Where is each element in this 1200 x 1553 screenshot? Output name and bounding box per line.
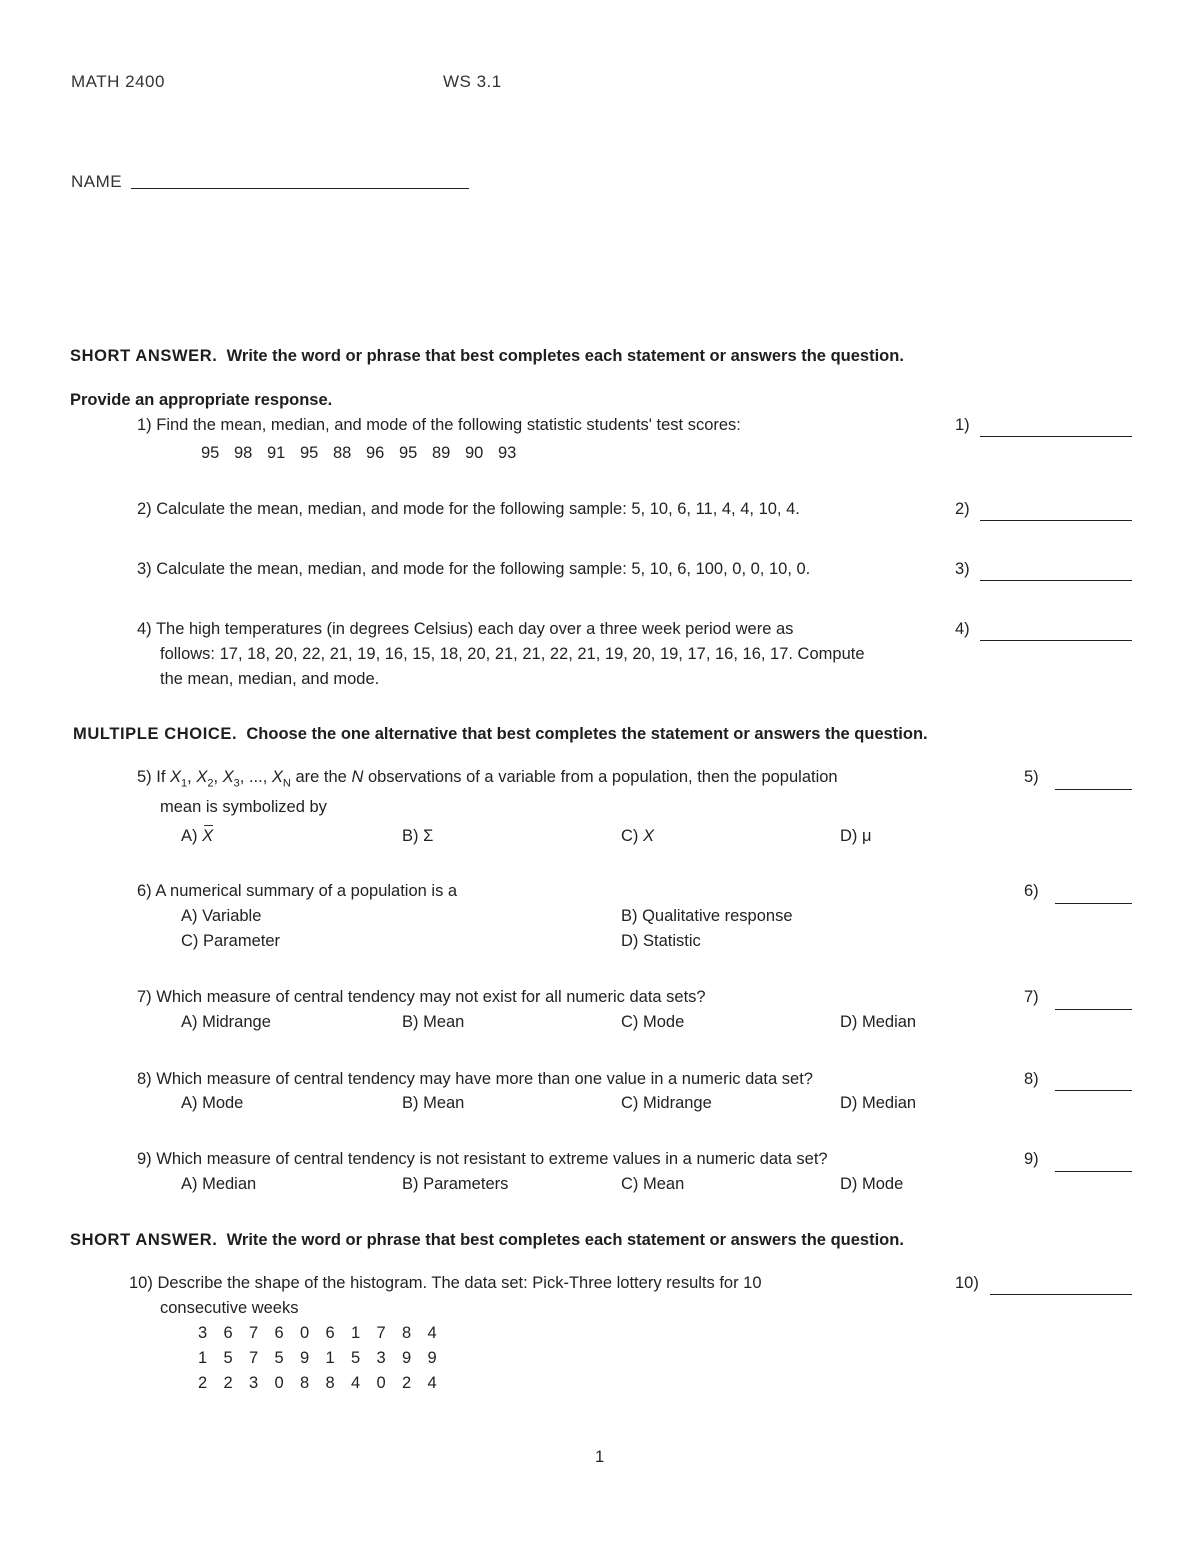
- option-c[interactable]: C) Mode: [621, 1013, 685, 1031]
- data-digit: 4: [427, 1374, 437, 1392]
- question-3: [137, 560, 810, 579]
- name-blank-line[interactable]: [131, 188, 469, 189]
- variable: X: [643, 827, 655, 845]
- section-heading-short-answer-2: [70, 1231, 904, 1250]
- option-letter: C): [621, 827, 639, 845]
- data-value: 95: [300, 444, 319, 462]
- question-text: Calculate the mean, median, and mode for the following sample: 5, 10, 6, 100, 0, 0, 10, 0.: [156, 560, 811, 578]
- data-value: 90: [465, 444, 484, 462]
- option-d[interactable]: D) μ: [840, 827, 872, 845]
- question-9: [137, 1150, 828, 1169]
- section-heading-short-answer: [70, 347, 904, 366]
- data-digit: 8: [300, 1374, 310, 1392]
- question-text: A numerical summary of a population is a: [155, 882, 458, 900]
- answer-label-10: 10): [955, 1274, 979, 1292]
- data-digit: 5: [223, 1349, 233, 1367]
- answer-line-1[interactable]: [980, 436, 1132, 437]
- data-digit: 7: [249, 1349, 259, 1367]
- subscript: 3: [233, 777, 240, 790]
- question-number: 7): [137, 988, 152, 1006]
- answer-label-4: 4): [955, 620, 970, 638]
- question-text-line-1: The high temperatures (in degrees Celsius) each day over a three week period were as: [155, 620, 794, 638]
- data-row-3: [198, 1374, 453, 1393]
- option-c[interactable]: C) Mean: [621, 1175, 685, 1193]
- answer-label-8: 8): [1024, 1070, 1039, 1088]
- data-value: 91: [267, 444, 286, 462]
- question-4-line-2: follows: 17, 18, 20, 22, 21, 19, 16, 15, 18, 20, 21, 21, 22, 21, 19, 20, 19, 17, 16, 16, 17. Compute: [160, 645, 865, 663]
- question-7: [137, 988, 706, 1007]
- answer-label-7: 7): [1024, 988, 1039, 1006]
- question-5-line-2: mean is symbolized by: [160, 798, 327, 816]
- subscript: N: [282, 777, 291, 790]
- option-letter: A): [181, 827, 198, 845]
- data-value: 96: [366, 444, 385, 462]
- data-row-2: [198, 1349, 453, 1368]
- answer-line-7[interactable]: [1055, 1009, 1132, 1010]
- data-digit: 6: [223, 1324, 233, 1342]
- data-digit: 1: [325, 1349, 335, 1367]
- answer-line-8[interactable]: [1055, 1090, 1132, 1091]
- section-heading-multiple-choice: [73, 725, 928, 744]
- question-text: Find the mean, median, and mode of the following statistic students' test scores:: [156, 416, 741, 434]
- answer-line-10[interactable]: [990, 1294, 1132, 1295]
- section-lead: MULTIPLE CHOICE.: [73, 725, 238, 743]
- data-digit: 2: [223, 1374, 233, 1392]
- option-d[interactable]: D) Median: [840, 1013, 917, 1031]
- overline: [204, 825, 213, 826]
- option-b[interactable]: B) Parameters: [402, 1175, 509, 1193]
- data-value: 95: [399, 444, 418, 462]
- subscript: 1: [181, 777, 188, 790]
- variable: X: [202, 827, 214, 845]
- subheading: Provide an appropriate response.: [70, 391, 333, 409]
- option-d[interactable]: D) Statistic: [621, 932, 701, 950]
- section-lead: SHORT ANSWER.: [70, 1231, 218, 1249]
- section-lead: SHORT ANSWER.: [70, 347, 218, 365]
- question-number: 5): [137, 768, 152, 786]
- option-a[interactable]: A) Variable: [181, 907, 262, 925]
- question-number: 4): [137, 620, 152, 638]
- data-digit: 7: [376, 1324, 386, 1342]
- option-a[interactable]: [181, 827, 213, 846]
- option-b[interactable]: B) Mean: [402, 1013, 465, 1031]
- section-instructions: Write the word or phrase that best completes each statement or answers the question.: [226, 347, 904, 365]
- question-10-line-2: consecutive weeks: [160, 1299, 299, 1317]
- option-b[interactable]: B) Qualitative response: [621, 907, 793, 925]
- answer-line-9[interactable]: [1055, 1171, 1132, 1172]
- data-digit: 6: [274, 1324, 284, 1342]
- data-digit: 0: [376, 1374, 386, 1392]
- option-b[interactable]: B) Σ: [402, 827, 434, 845]
- question-1-data: [201, 444, 531, 463]
- question-text-line-1: Describe the shape of the histogram. The data set: Pick-Three lottery results for 10: [157, 1274, 762, 1292]
- data-digit: 9: [402, 1349, 412, 1367]
- question-5: 5) If $X_1$, $X_2$, $X_3$, ..., $X_N$ are the N observations of a variable from a population, then the population: [137, 768, 838, 790]
- answer-label-5: 5): [1024, 768, 1039, 786]
- question-text-pre: If: [156, 768, 166, 786]
- answer-label-1: 1): [955, 416, 970, 434]
- variable: X: [222, 768, 234, 786]
- section-instructions: Choose the one alternative that best completes the statement or answers the question.: [246, 725, 928, 743]
- variable-n: N: [351, 768, 364, 786]
- data-digit: 7: [249, 1324, 259, 1342]
- answer-label-9: 9): [1024, 1150, 1039, 1168]
- option-a[interactable]: A) Mode: [181, 1094, 244, 1112]
- question-text: Calculate the mean, median, and mode for the following sample: 5, 10, 6, 11, 4, 4, 10, 4.: [156, 500, 800, 518]
- data-digit: 1: [198, 1349, 208, 1367]
- answer-line-2[interactable]: [980, 520, 1132, 521]
- data-value: 89: [432, 444, 451, 462]
- option-c[interactable]: C) Parameter: [181, 932, 281, 950]
- option-b[interactable]: B) Mean: [402, 1094, 465, 1112]
- data-digit: 3: [376, 1349, 386, 1367]
- option-d[interactable]: D) Mode: [840, 1175, 904, 1193]
- question-text: Which measure of central tendency is not resistant to extreme values in a numeric data set?: [156, 1150, 828, 1168]
- name-label: NAME: [71, 172, 123, 191]
- variable: X: [196, 768, 208, 786]
- data-digit: 4: [351, 1374, 361, 1392]
- question-number: 6): [137, 882, 152, 900]
- question-number: 1): [137, 416, 152, 434]
- page-number: 1: [595, 1448, 605, 1466]
- data-digit: 5: [274, 1349, 284, 1367]
- question-8: [137, 1070, 813, 1089]
- answer-line-4[interactable]: [980, 640, 1132, 641]
- variable: X: [170, 768, 182, 786]
- variable: X: [271, 768, 283, 786]
- data-digit: 8: [325, 1374, 335, 1392]
- data-digit: 0: [300, 1324, 310, 1342]
- data-value: 95: [201, 444, 220, 462]
- question-text: Which measure of central tendency may have more than one value in a numeric data set?: [156, 1070, 813, 1088]
- data-value: 98: [234, 444, 253, 462]
- question-1: [137, 416, 741, 435]
- question-number: 8): [137, 1070, 152, 1088]
- data-digit: 3: [198, 1324, 208, 1342]
- answer-label-6: 6): [1024, 882, 1039, 900]
- question-4-line-3: the mean, median, and mode.: [160, 670, 380, 688]
- option-a[interactable]: A) Median: [181, 1175, 257, 1193]
- subscript: 2: [207, 777, 214, 790]
- data-value: 93: [498, 444, 517, 462]
- answer-line-6[interactable]: [1055, 903, 1132, 904]
- question-2: [137, 500, 800, 519]
- option-a[interactable]: A) Midrange: [181, 1013, 271, 1031]
- question-number: 9): [137, 1150, 152, 1168]
- option-c[interactable]: C) Midrange: [621, 1094, 712, 1112]
- answer-label-3: 3): [955, 560, 970, 578]
- question-number: 2): [137, 500, 152, 518]
- question-text-mid: are the: [295, 768, 347, 786]
- data-digit: 5: [351, 1349, 361, 1367]
- data-digit: 2: [198, 1374, 208, 1392]
- data-digit: 4: [427, 1324, 437, 1342]
- worksheet-id: WS 3.1: [443, 72, 502, 91]
- question-4: [137, 620, 793, 639]
- data-digit: 2: [402, 1374, 412, 1392]
- section-instructions: Write the word or phrase that best completes each statement or answers the question.: [226, 1231, 904, 1249]
- question-6: [137, 882, 457, 901]
- data-digit: 3: [249, 1374, 259, 1392]
- data-digit: 8: [402, 1324, 412, 1342]
- question-text-post: observations of a variable from a population, then the population: [367, 768, 838, 786]
- answer-label-2: 2): [955, 500, 970, 518]
- data-row-1: [198, 1324, 453, 1343]
- question-text: Which measure of central tendency may not exist for all numeric data sets?: [156, 988, 706, 1006]
- data-value: 88: [333, 444, 352, 462]
- option-c[interactable]: [621, 827, 654, 846]
- answer-line-5[interactable]: [1055, 789, 1132, 790]
- course-title: MATH 2400: [71, 72, 165, 91]
- data-digit: 9: [427, 1349, 437, 1367]
- data-digit: 9: [300, 1349, 310, 1367]
- data-digit: 1: [351, 1324, 361, 1342]
- question-number: 3): [137, 560, 152, 578]
- data-digit: 0: [274, 1374, 284, 1392]
- data-digit: 6: [325, 1324, 335, 1342]
- question-10: [129, 1274, 762, 1293]
- answer-line-3[interactable]: [980, 580, 1132, 581]
- x-bar-symbol: [202, 827, 213, 846]
- option-d[interactable]: D) Median: [840, 1094, 917, 1112]
- ellipsis: ...,: [248, 768, 268, 786]
- question-number: 10): [129, 1274, 153, 1292]
